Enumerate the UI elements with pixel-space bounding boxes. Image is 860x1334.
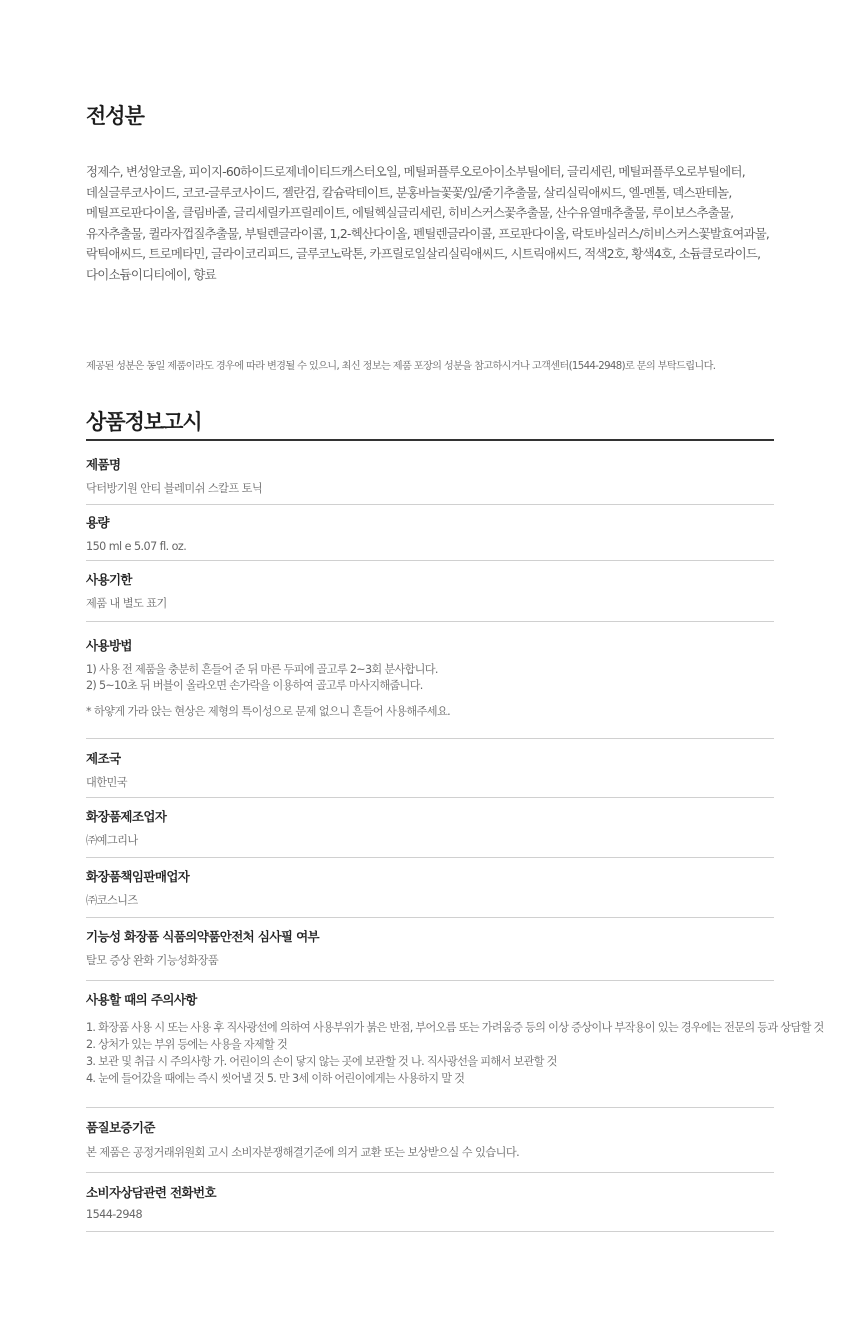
caution-item: 4. 눈에 들어갔을 때에는 즉시 씻어낼 것 5. 만 3세 이하 어린이에게는 사용하지 말 것: [86, 1072, 465, 1085]
info-label: 화장품제조업자: [86, 809, 167, 824]
info-row-quality: [86, 1120, 774, 1161]
info-value: ㈜코스니즈: [86, 894, 138, 907]
row-divider: [86, 1172, 774, 1173]
row-divider: [86, 1107, 774, 1108]
row-divider: [86, 917, 774, 918]
row-divider: [86, 504, 774, 505]
info-row-volume: [86, 515, 774, 555]
info-value: 대한민국: [86, 776, 128, 789]
info-label: 품질보증기준: [86, 1120, 155, 1135]
info-value: 1544-2948: [86, 1208, 143, 1221]
info-value: 탈모 증상 완화 기능성화장품: [86, 954, 219, 967]
info-label: 제조국: [86, 751, 121, 766]
info-label: 용량: [86, 515, 109, 530]
usage-note: * 하얗게 가라 앉는 현상은 제형의 특이성으로 문제 없으니 흔들어 사용해주세요.: [86, 705, 451, 718]
info-row-consult: [86, 1185, 774, 1223]
ingredients-line: 유자추출물, 퀼라자껍질추출물, 부틸렌글라이콜, 1,2-헥산다이올, 펜틸렌글라이콜, 프로판다이올, 락토바실러스/히비스커스꽃발효여과물,: [86, 225, 770, 241]
info-row-country: [86, 751, 774, 791]
ingredients-line: 다이소듐이디티에이, 향료: [86, 266, 216, 282]
info-value: 제품 내 별도 표기: [86, 597, 167, 610]
product-info-title: 상품정보고시: [86, 410, 202, 434]
info-value: ㈜예그리나: [86, 834, 138, 847]
info-row-functional: [86, 929, 774, 969]
info-label: 사용할 때의 주의사항: [86, 992, 197, 1007]
info-row-product-name: [86, 457, 774, 497]
row-divider: [86, 621, 774, 622]
caution-item: 1. 화장품 사용 시 또는 사용 후 직사광선에 의하여 사용부위가 붉은 반점, 부어오름 또는 가려움증 등의 이상 증상이나 부작용이 있는 경우에는 전문의 등과 상담할 것: [86, 1021, 824, 1034]
info-label: 화장품책임판매업자: [86, 869, 190, 884]
product-info-top-rule: [86, 439, 774, 441]
info-label: 사용방법: [86, 638, 132, 653]
info-row-expiry: [86, 572, 774, 612]
info-label: 소비자상담관련 전화번호: [86, 1185, 216, 1200]
usage-step: 2) 5~10초 뒤 버블이 올라오면 손가락을 이용하여 골고루 마사지해줍니다.: [86, 679, 423, 692]
row-divider: [86, 980, 774, 981]
info-row-seller: [86, 869, 774, 909]
info-row-usage: [86, 638, 774, 720]
caution-list: [86, 1019, 824, 1087]
info-row-cautions: [86, 992, 824, 1087]
ingredients-line: 정제수, 변성알코올, 피이지-60하이드로제네이티드캐스터오일, 메틸퍼플루오로아이소부틸에터, 글리세린, 메틸퍼플루오로부틸에터,: [86, 164, 745, 179]
row-divider: [86, 738, 774, 739]
info-label: 사용기한: [86, 572, 132, 587]
info-value: 닥터방기원 안티 블레미쉬 스칼프 토닉: [86, 482, 263, 495]
row-divider: [86, 857, 774, 858]
usage-steps: [86, 662, 774, 694]
row-divider: [86, 1231, 774, 1232]
usage-step: 1) 사용 전 제품을 충분히 흔들어 준 뒤 마른 두피에 골고루 2~3회 분사합니다.: [86, 663, 438, 676]
info-value: 본 제품은 공정거래위원회 고시 소비자분쟁해결기준에 의거 교환 또는 보상받으실 수 있습니다.: [86, 1146, 520, 1159]
caution-item: 2. 상처가 있는 부위 등에는 사용을 자제할 것: [86, 1038, 288, 1051]
ingredients-line: 데실글루코사이드, 코코-글루코사이드, 젤란검, 칼슘락테이트, 분홍바늘꽃꽃/잎/줄기추출물, 살리실릭애씨드, 엘-멘톨, 덱스판테놀,: [86, 184, 732, 200]
ingredients-list: [86, 162, 806, 285]
caution-item: 3. 보관 및 취급 시 주의사항 가. 어린이의 손이 닿지 않는 곳에 보관할 것 나. 직사광선을 피해서 보관할 것: [86, 1055, 557, 1068]
ingredients-line: 락틱애씨드, 트로메타민, 글라이코리피드, 글루코노락톤, 카프릴로일살리실릭애씨드, 시트릭애씨드, 적색2호, 황색4호, 소듐클로라이드,: [86, 246, 761, 261]
ingredients-line: 메틸프로판다이올, 클림바졸, 글리세릴카프릴레이트, 에틸헥실글리세린, 히비스커스꽃추출물, 산수유열매추출물, 루이보스추출물,: [86, 205, 734, 220]
row-divider: [86, 797, 774, 798]
row-divider: [86, 560, 774, 561]
ingredients-notice: 제공된 성분은 동일 제품이라도 경우에 따라 변경될 수 있으니, 최신 정보는 제품 포장의 성분을 참고하시거나 고객센터(1544-2948)로 문의 부탁드립니다.: [86, 361, 716, 372]
info-label: 제품명: [86, 457, 121, 472]
info-value: 150 ml e 5.07 fl. oz.: [86, 540, 187, 553]
info-row-manufacturer: [86, 809, 774, 849]
info-label: 기능성 화장품 식품의약품안전처 심사필 여부: [86, 929, 320, 944]
ingredients-title: 전성분: [86, 104, 144, 128]
